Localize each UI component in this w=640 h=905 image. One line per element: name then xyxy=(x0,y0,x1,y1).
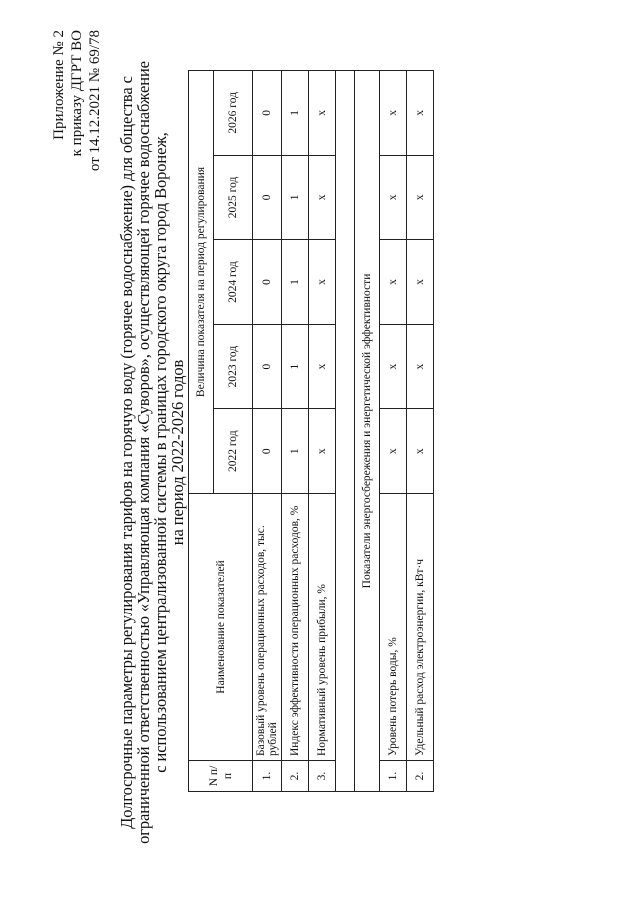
row-value: 1 xyxy=(282,409,309,494)
row-value: х xyxy=(407,155,434,240)
table-header-row xyxy=(189,71,214,792)
row-number: 1. xyxy=(380,761,407,792)
section-title-row xyxy=(355,71,380,792)
header-year: 2022 год xyxy=(214,409,253,494)
row-value: 1 xyxy=(282,71,309,156)
header-year: 2025 год xyxy=(214,155,253,240)
row-value: х xyxy=(380,71,407,156)
row-value: 0 xyxy=(253,71,282,156)
row-value: 0 xyxy=(253,324,282,409)
appendix-line: от 14.12.2021 № 69/78 xyxy=(87,30,103,172)
title-line: с использованием централизованной системы в границах городского округа город Воронеж, xyxy=(151,132,170,773)
title-line: Долгосрочные параметры регулирования тарифов на горячую воду (горячее водоснабжение) для общества с xyxy=(117,76,136,829)
table-row xyxy=(407,71,434,792)
row-value: 0 xyxy=(253,155,282,240)
row-value: 0 xyxy=(253,240,282,325)
row-name: Удельный расход электроэнергии, кВт·ч xyxy=(407,494,434,761)
table-gap-row xyxy=(336,71,355,792)
row-name: Индекс эффективности операционных расходов, % xyxy=(282,494,309,761)
row-value: х xyxy=(380,324,407,409)
appendix-line: к приказу ДГРТ ВО xyxy=(69,30,85,157)
empty-cell xyxy=(336,71,355,792)
header-year: 2026 год xyxy=(214,71,253,156)
table-row xyxy=(380,71,407,792)
parameters-table xyxy=(188,70,434,792)
table-row xyxy=(253,71,282,792)
title-line: ограниченной ответственностью «Управляющая компания «Суворов», осуществляющей горячее водоснабжение xyxy=(134,61,153,844)
row-value: х xyxy=(380,409,407,494)
header-year: 2023 год xyxy=(214,324,253,409)
row-value: х xyxy=(309,409,336,494)
appendix-line: Приложение № 2 xyxy=(51,30,67,140)
row-name: Базовый уровень операционных расходов, тыс. рублей xyxy=(253,494,282,761)
row-value: х xyxy=(309,240,336,325)
row-number: 1. xyxy=(253,761,282,792)
row-value: х xyxy=(380,240,407,325)
table-row xyxy=(282,71,309,792)
row-value: 1 xyxy=(282,240,309,325)
row-value: х xyxy=(309,324,336,409)
header-value-group: Величина показателя на период регулирования xyxy=(189,71,214,494)
row-value: х xyxy=(309,71,336,156)
row-value: 1 xyxy=(282,324,309,409)
row-value: х xyxy=(407,409,434,494)
row-value: 1 xyxy=(282,155,309,240)
document-title xyxy=(118,60,186,845)
row-name: Нормативный уровень прибыли, % xyxy=(309,494,336,761)
row-number: 2. xyxy=(282,761,309,792)
row-value: х xyxy=(407,240,434,325)
title-line: на период 2022-2026 годов xyxy=(168,359,187,546)
section-title: Показатели энергосбережения и энергетической эффективности xyxy=(355,71,380,792)
header-number: N п/п xyxy=(189,761,253,792)
header-indicator-name: Наименование показателей xyxy=(189,494,253,761)
row-number: 2. xyxy=(407,761,434,792)
appendix-reference xyxy=(50,30,104,171)
row-value: х xyxy=(407,324,434,409)
row-value: 0 xyxy=(253,409,282,494)
row-number: 3. xyxy=(309,761,336,792)
row-value: х xyxy=(407,71,434,156)
row-value: х xyxy=(380,155,407,240)
row-name: Уровень потерь воды, % xyxy=(380,494,407,761)
row-value: х xyxy=(309,155,336,240)
table-row xyxy=(309,71,336,792)
header-year: 2024 год xyxy=(214,240,253,325)
